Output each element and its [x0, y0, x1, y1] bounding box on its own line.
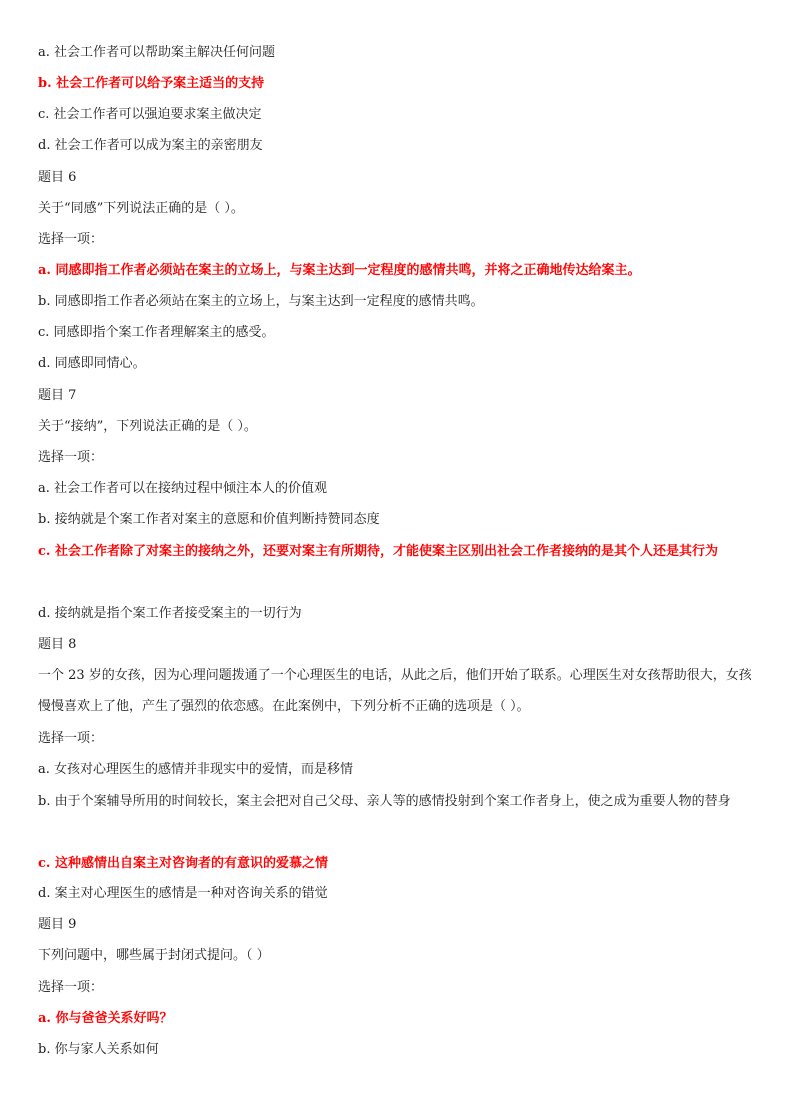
question-text: 下列问题中，哪些属于封闭式提问。（ ） — [38, 948, 270, 963]
option-line: d. 接纳就是指个案工作者接受案主的一切行为 — [38, 606, 302, 621]
option-line: d. 社会工作者可以成为案主的亲密朋友 — [38, 138, 263, 153]
select-one-label: 选择一项： — [38, 731, 104, 746]
option-line: c. 同感即指个案工作者理解案主的感受。 — [38, 325, 275, 340]
question-text: 关于“同感”下列说法正确的是（ ）。 — [38, 201, 244, 216]
option-line: b. 由于个案辅导所用的时间较长，案主会把对自己父母、亲人等的感情投射到个案工作者身上，使之成为重要人物的替身 — [38, 794, 731, 809]
option-line: a. 女孩对心理医生的感情并非现实中的爱情，而是移情 — [38, 762, 354, 777]
question-number: 题目 6 — [38, 170, 77, 185]
select-one-label: 选择一项： — [38, 450, 104, 465]
option-line: a. 社会工作者可以帮助案主解决任何问题 — [38, 45, 276, 60]
question-text: 关于“接纳”，下列说法正确的是（ ）。 — [38, 419, 257, 434]
select-one-label: 选择一项： — [38, 232, 104, 247]
option-line: c. 社会工作者可以强迫要求案主做决定 — [38, 107, 262, 122]
question-number: 题目 9 — [38, 917, 77, 932]
select-one-label: 选择一项： — [38, 980, 104, 995]
correct-answer-line: b. 社会工作者可以给予案主适当的支持 — [38, 76, 265, 91]
correct-answer-line: c. 社会工作者除了对案主的接纳之外，还要对案主有所期待，才能使案主区别出社会工作者接纳的是其个人还是其行为 — [38, 544, 718, 559]
option-line: b. 你与家人关系如何 — [38, 1042, 159, 1057]
question-number: 题目 8 — [38, 637, 77, 652]
correct-answer-line: c. 这种感情出自案主对咨询者的有意识的爱慕之情 — [38, 856, 328, 871]
correct-answer-line: a. 同感即指工作者必须站在案主的立场上，与案主达到一定程度的感情共鸣，并将之正确地传达给案主。 — [38, 263, 641, 278]
option-line: a. 社会工作者可以在接纳过程中倾注本人的价值观 — [38, 481, 328, 496]
option-line: d. 案主对心理医生的感情是一种对咨询关系的错觉 — [38, 886, 328, 901]
option-line: b. 同感即指工作者必须站在案主的立场上，与案主达到一定程度的感情共鸣。 — [38, 294, 484, 309]
question-text: 一个 23 岁的女孩，因为心理问题拨通了一个心理医生的电话，从此之后，他们开始了联系。心理医生对女孩帮助很大，女孩慢慢喜欢上了他，产生了强烈的依恋感。在此案例中，下列分析不正确的选项是（ ）。 — [38, 668, 752, 714]
option-line: d. 同感即同情心。 — [38, 356, 146, 371]
option-line: b. 接纳就是个案工作者对案主的意愿和价值判断持赞同态度 — [38, 512, 380, 527]
question-number: 题目 7 — [38, 388, 77, 403]
correct-answer-line: a. 你与爸爸关系好吗？ — [38, 1011, 173, 1026]
